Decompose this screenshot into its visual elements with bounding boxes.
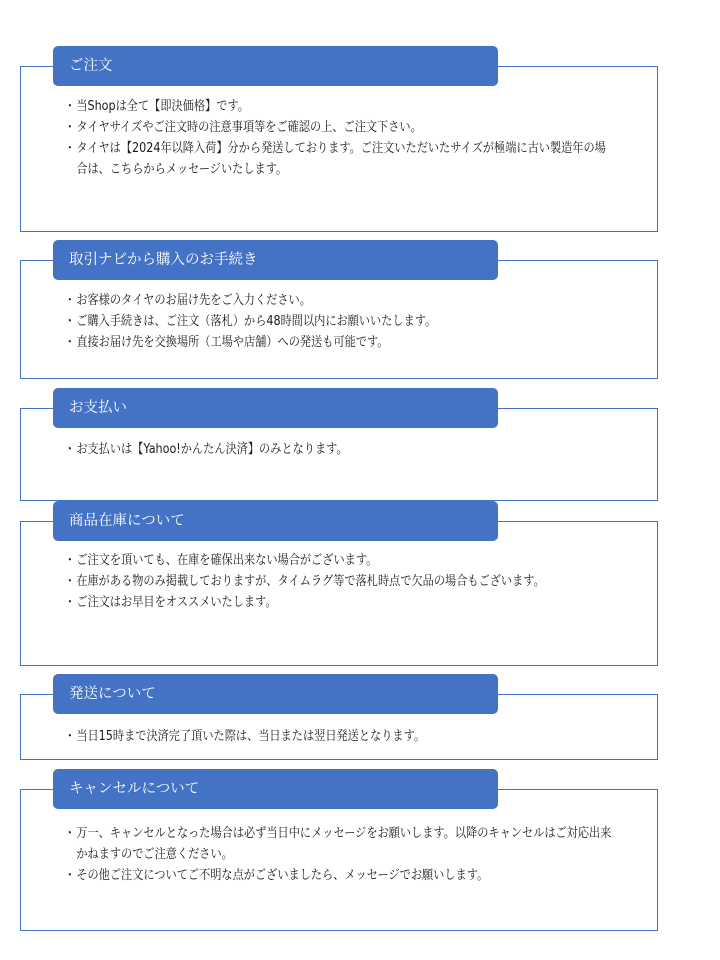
section-items (66, 726, 646, 747)
list-item: ・ 当日15時まで決済完了頂いた際は、当日または翌日発送となります。 (66, 726, 655, 747)
list-item: ・ ご注文を頂いても、在庫を確保出来ない場合がございます。 (66, 550, 655, 571)
list-item: ・ ご購入手続きは、ご注文（落札）から48時間以内にお願いいたします。 (66, 311, 655, 332)
list-item: ・ タイヤは【2024年以降入荷】分から発送しております。ご注文いただいたサイズが極端に古い製造年の場合は、こちらからメッセージいたします。 (66, 138, 615, 180)
list-item: ・ 万一、キャンセルとなった場合は必ず当日中にメッセージをお願いします。以降のキャンセルはご対応出来かねますのでご注意ください。 (66, 823, 615, 865)
list-item: ・ タイヤサイズやご注文時の注意事項等をご確認の上、ご注文下さい。 (66, 117, 655, 138)
section-header: お支払い (53, 388, 498, 428)
section-header: キャンセルについて (53, 769, 498, 809)
section-header: ご注文 (53, 46, 498, 86)
list-item: ・ その他ご注文についてご不明な点がございましたら、メッセージでお願いします。 (66, 865, 655, 886)
section-items (66, 439, 646, 460)
section-items (66, 823, 646, 886)
list-item: ・ ご注文はお早目をオススメいたします。 (66, 592, 655, 613)
section-items (66, 550, 646, 613)
section-header: 取引ナビから購入のお手続き (53, 240, 498, 280)
section-items (66, 96, 646, 180)
section-items (66, 290, 646, 353)
list-item: ・ 当Shopは全て【即決価格】です。 (66, 96, 655, 117)
list-item: ・ お客様のタイヤのお届け先をご入力ください。 (66, 290, 655, 311)
section-header: 発送について (53, 674, 498, 714)
section-header: 商品在庫について (53, 501, 498, 541)
list-item: ・ 直接お届け先を交換場所（工場や店舗）への発送も可能です。 (66, 332, 655, 353)
list-item: ・ お支払いは【Yahoo!かんたん決済】のみとなります。 (66, 439, 655, 460)
list-item: ・ 在庫がある物のみ掲載しておりますが、タイムラグ等で落札時点で欠品の場合もございます。 (66, 571, 655, 592)
